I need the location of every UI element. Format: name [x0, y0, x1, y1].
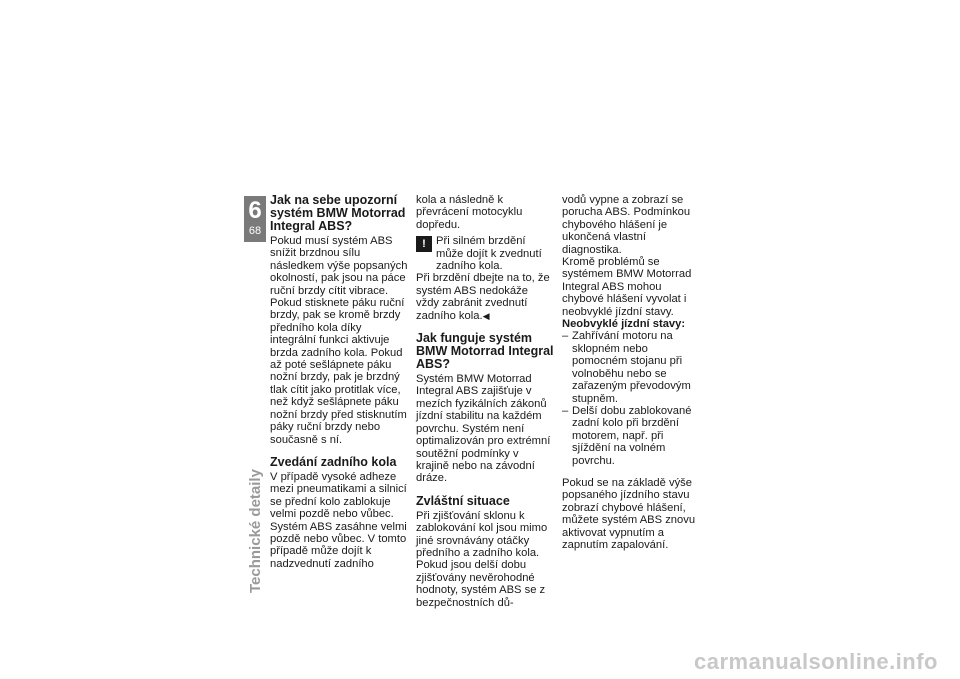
end-marker-icon: ◀	[482, 310, 490, 321]
heading-abs-notice: Jak na sebe upozorní systém BMW Motorrad Integral ABS?	[270, 193, 406, 233]
list-item: – Zahřívání motoru na sklopném nebo pomocném stojanu při volnoběhu nebo se zařazeným převodovým stupněm.	[562, 330, 700, 404]
paragraph-fault-display: vodů vypne a zobrazí se porucha ABS. Podmínkou chybového hlášení je ukončená vlastní diagnostika.	[562, 194, 691, 256]
text-column-1	[270, 194, 408, 570]
heading-special-situations: Zvláštní situace	[416, 493, 510, 508]
paragraph-warning-detail	[416, 272, 554, 322]
text-column-3	[562, 194, 700, 551]
text-column-2	[416, 194, 554, 609]
chapter-tab	[244, 196, 266, 242]
paragraph-continuation: kola a následně k převrácení motocyklu dopředu.	[416, 194, 523, 231]
warning-note	[416, 235, 554, 272]
label-unusual-states: Neobvyklé jízdní stavy:	[562, 318, 686, 331]
heading-rear-wheel-lift: Zvedání zadního kola	[270, 454, 397, 469]
heading-how-abs-works: Jak funguje systém BMW Motorrad Integral ABS?	[416, 331, 554, 372]
watermark-text: carmanualsonline.info	[694, 649, 938, 674]
paragraph-rear-wheel-lift: V případě vysoké adheze mezi pneumatikami a silnicí se přední kolo zablokuje velmi pozdě nebo vůbec. Systém ABS zasáhne velmi pozdě nebo vůbec. V tomto případě může dojít k nadzvednutí zadního	[270, 470, 407, 570]
section-title-vertical	[247, 270, 265, 593]
unusual-states-list	[562, 330, 700, 466]
paragraph-reactivate-abs: Pokud se na základě výše popsaného jízdního stavu zobrazí chybové hlášení, můžete systém ABS znovu aktivovat vypnutím a zapnutím zapalování.	[562, 476, 696, 551]
paragraph-abs-notice: Pokud musí systém ABS snížit brzdnou sílu následkem výše popsaných okolností, pak jsou na páce ruční brzdy cítit vibrace. Pokud stisknete páku ruční brzdy, pak se kromě brzdy předního kola díky integrální funkci aktivuje brzda zadního kola. Pokud až poté sešlápnete páku nožní brzdy, pak je brzdný tlak cítit jako protitlak více, než když sešlápnete páku nožní brzdy před stisknutím páky ruční brzdy nebo současně s ní.	[270, 235, 408, 446]
paragraph-special-situations: Při zjišťování sklonu k zablokování kol jsou mimo jiné srovnávány otáčky předního a zadního kola. Pokud jsou delší dobu zjišťovány nevěrohodné hodnoty, systém ABS se z bezpečnostních dů-	[416, 509, 548, 609]
warning-text: Při silném brzdění může dojít k zvednutí zadního kola.	[436, 235, 542, 273]
list-item: – Delší dobu zablokované zadní kolo při brzdění motorem, např. při sjíždění na volném povrchu.	[562, 405, 700, 467]
paragraph-how-abs-works: Systém BMW Motorrad Integral ABS zajišťuje v mezích fyzikálních zákonů jízdní stabilitu na každém povrchu. Systém není optimalizován pro extrémní soutěžní podmínky v krajině nebo na závodní dráze.	[416, 373, 551, 485]
section-title-text: Technické detaily	[247, 469, 264, 593]
page-number: 68	[248, 225, 262, 237]
paragraph-unusual-states: Kromě problémů se systémem BMW Motorrad Integral ABS mohou chybové hlášení vyvolat i neobvyklé jízdní stavy.	[562, 256, 692, 318]
warning-triangle-icon: !	[416, 236, 432, 252]
chapter-number: 6	[248, 197, 262, 224]
warning-detail-text: Při brzdění dbejte na to, že systém ABS nedokáže vždy zabránit zvednutí zadního kola.	[416, 272, 550, 322]
